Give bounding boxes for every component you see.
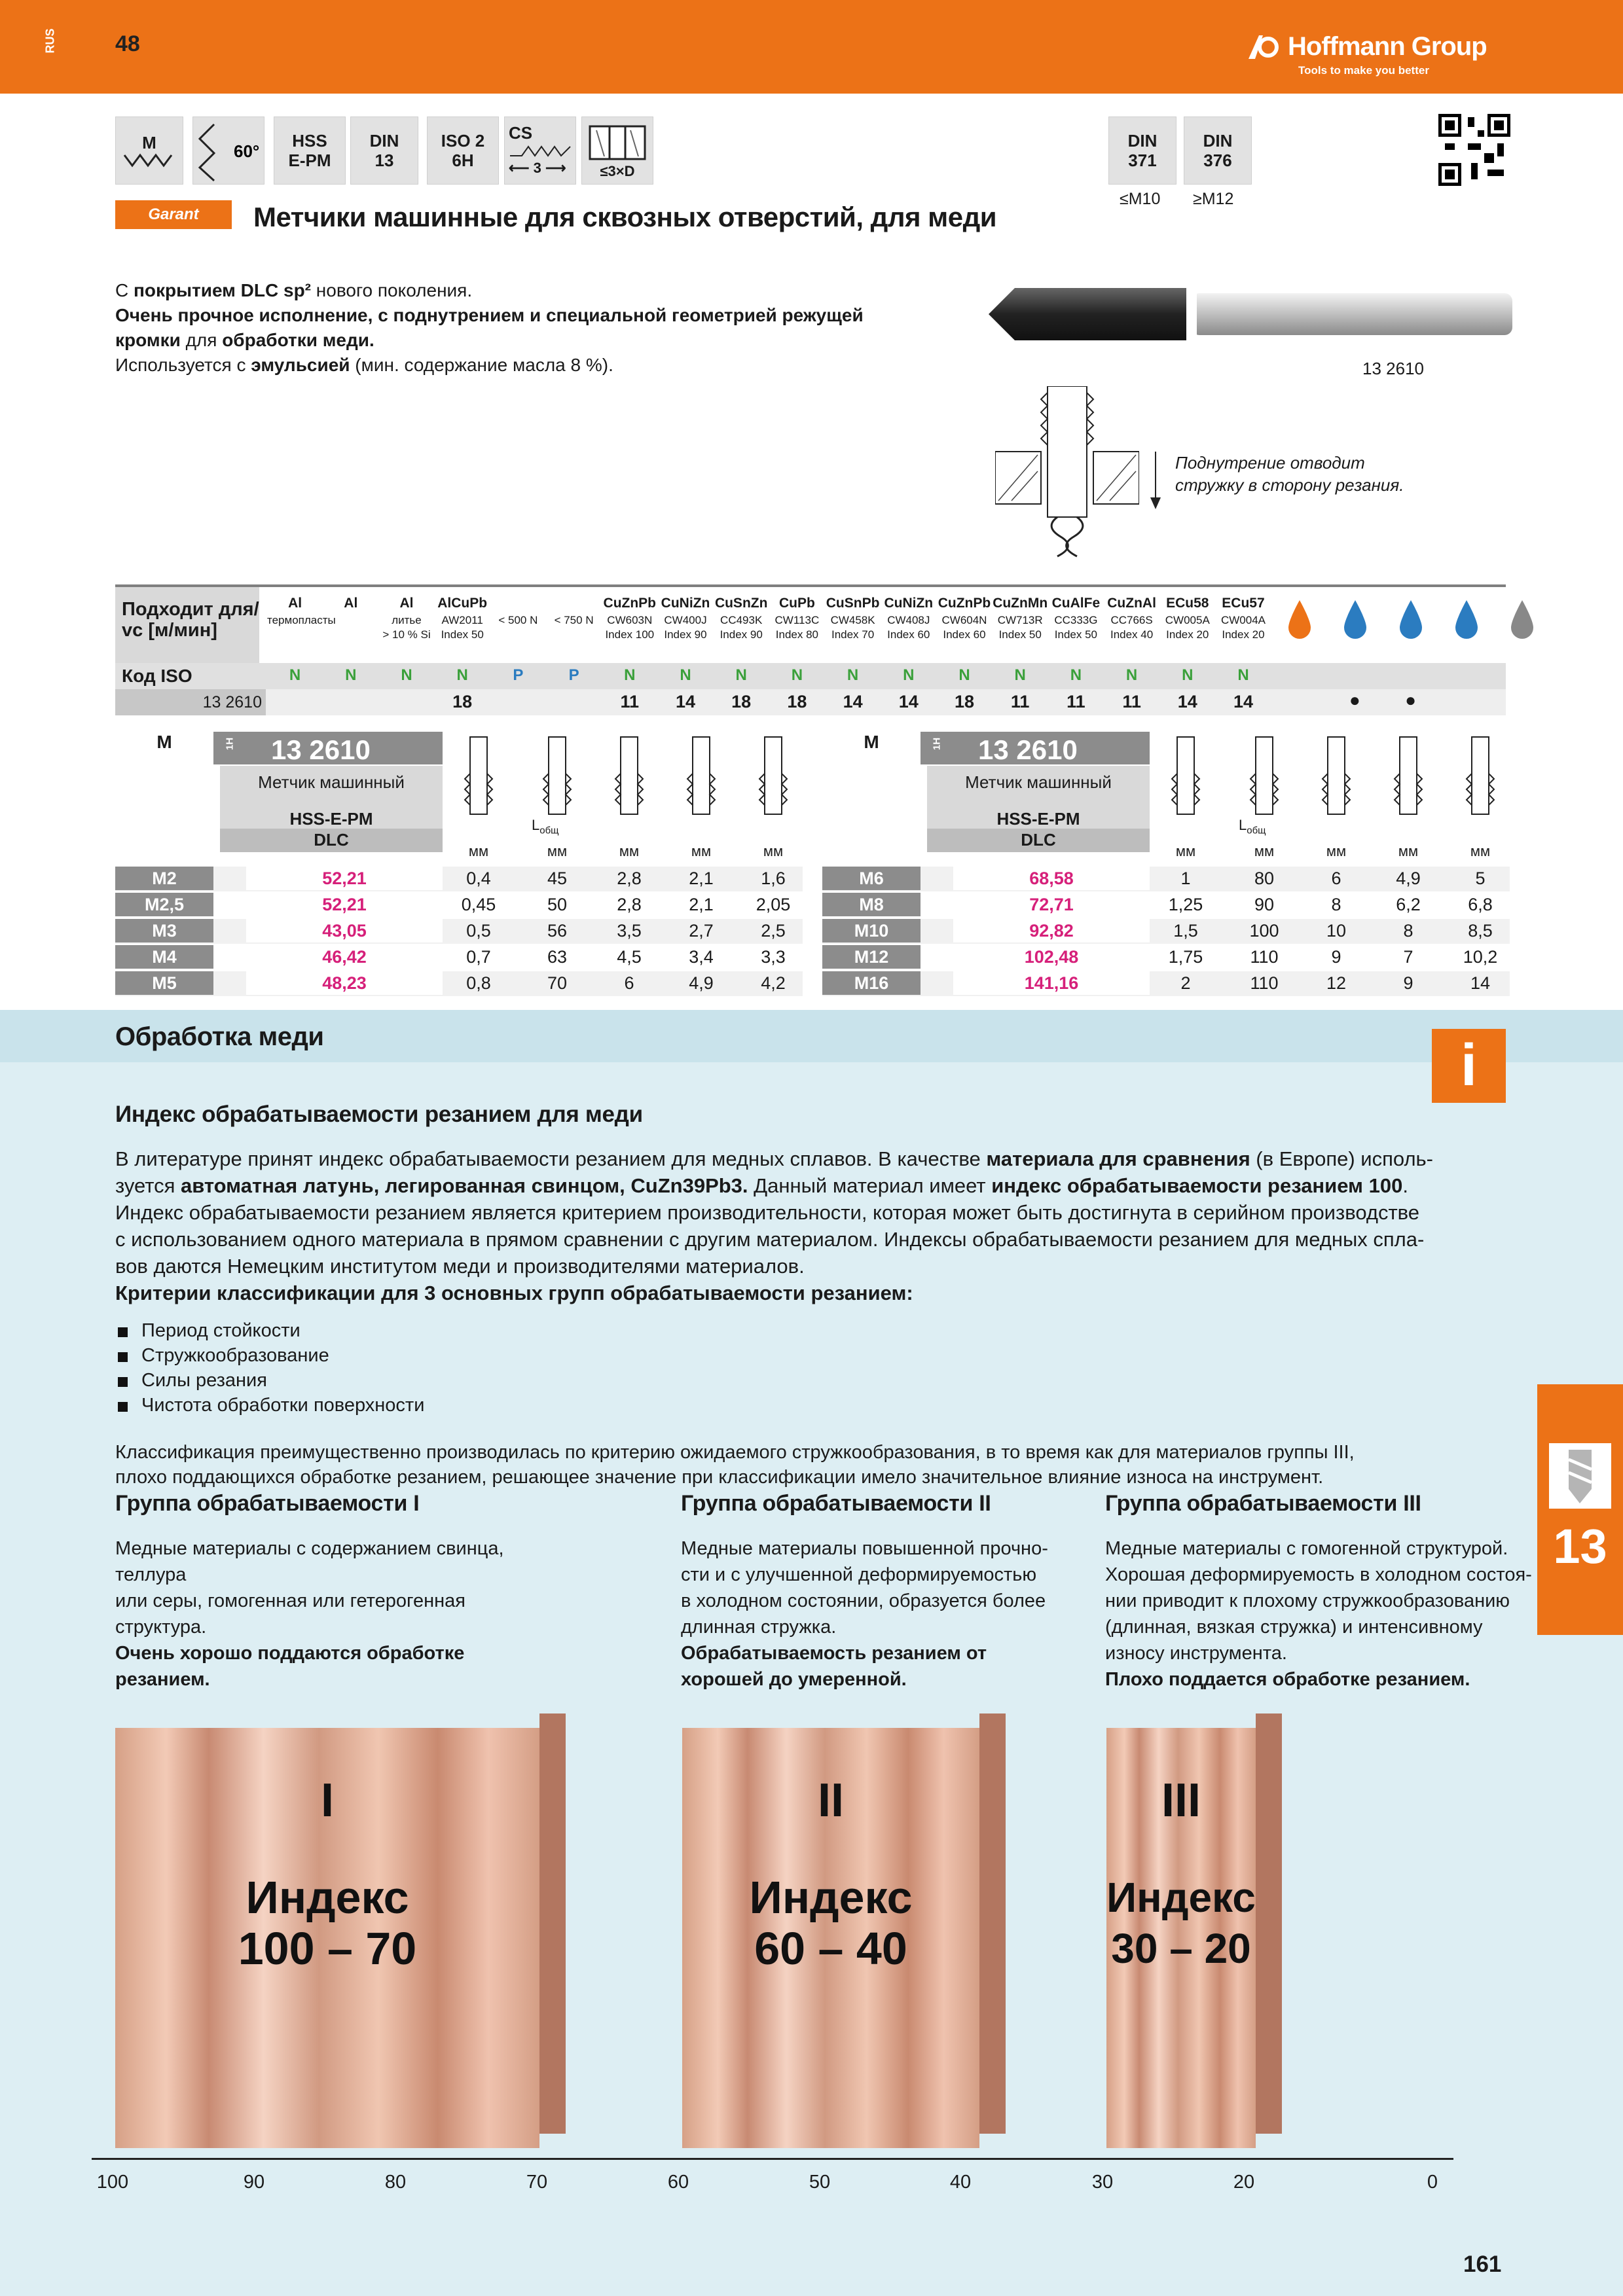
row-value: 2,8 [617, 869, 642, 888]
tolerance-label: 1H [931, 737, 943, 751]
row-value: 4,9 [689, 973, 714, 993]
list-item: Силы резания [115, 1368, 424, 1393]
tool-material: HSS-E-PM [996, 809, 1080, 829]
length-symbol-main: L [1239, 817, 1247, 833]
row-price[interactable]: 52,21 [246, 893, 443, 916]
coating-label: DLC [314, 830, 349, 850]
row-value: 2,1 [689, 869, 714, 888]
axis-tick-label: 70 [526, 2172, 548, 2193]
row-size: M6 [822, 867, 921, 890]
row-value: 1,5 [1173, 921, 1198, 941]
axis-tick-label: 50 [809, 2172, 831, 2193]
thread-profile-icon [123, 152, 175, 168]
row-value: 45 [547, 869, 568, 888]
cutting-speed: 14 [1233, 692, 1253, 711]
length-symbol-main: L [532, 817, 540, 833]
row-value: 3,5 [617, 921, 642, 941]
material-spec: литье > 10 % Si [382, 614, 431, 641]
group-line: износу инструмента. [1105, 1643, 1287, 1664]
chamfer-threads: ⟵ 3 ⟶ [509, 160, 566, 176]
group-line: Хорошая деформируемость в холодном состоя- [1105, 1564, 1532, 1585]
brand-tagline: Tools to make you better [1298, 64, 1429, 77]
page-number-bottom: 161 [1463, 2251, 1502, 2277]
cutting-speed: 14 [843, 692, 863, 711]
list-item: Чистота обработки поверхности [115, 1393, 424, 1418]
row-value: 80 [1254, 869, 1275, 888]
material-name: Al [288, 596, 302, 611]
row-value: 3,4 [689, 947, 714, 967]
axis-tick-label: 100 [96, 2172, 129, 2193]
row-value: 100 [1249, 921, 1279, 941]
row-value: 0,4 [466, 869, 491, 888]
iso-code: N [958, 666, 970, 684]
shank-diameter-icon [1320, 734, 1353, 819]
criteria-list [115, 1318, 424, 1418]
drop-blue-icon [1339, 598, 1372, 643]
row-value: 1,75 [1168, 947, 1203, 967]
page-number-top: 48 [115, 31, 140, 56]
row-value: 9 [1403, 973, 1413, 993]
unit-label: мм [1254, 843, 1275, 859]
cutting-speed: 11 [1067, 692, 1085, 711]
through-hole-icon [587, 124, 647, 162]
row-value: 0,8 [466, 973, 491, 993]
group-block-1: I Индекс 100 – 70 [115, 1728, 539, 2148]
section-tab[interactable] [1537, 1384, 1623, 1635]
info-subtitle: Индекс обрабатываемости резанием для меди [115, 1102, 643, 1127]
material-spec: термопласты [267, 614, 336, 626]
row-value: 70 [547, 973, 568, 993]
garant-logo: Garant [115, 200, 232, 229]
group-line: Медные материалы повышенной прочно- [681, 1538, 1048, 1559]
row-value: 8 [1331, 895, 1341, 914]
drill-size-icon [757, 734, 790, 819]
material-name: Al [344, 596, 358, 611]
material-spec: CW005A Index 20 [1165, 614, 1210, 641]
length-symbol [532, 817, 559, 836]
row-value: 2,1 [689, 895, 714, 914]
group-line: длинная стружка. [681, 1617, 837, 1638]
row-value: 9 [1331, 947, 1341, 967]
iso-code: N [1070, 666, 1082, 684]
cutting-speed: 14 [1177, 692, 1197, 711]
iso-code: P [513, 666, 524, 684]
iso-code: N [680, 666, 691, 684]
row-value: 4,2 [761, 973, 786, 993]
row-size: M12 [822, 945, 921, 969]
group-verdict: хорошей до умеренной. [681, 1669, 907, 1690]
tap-product-code: 13 2610 [1362, 359, 1424, 378]
axis-tick-label: 20 [1233, 2172, 1255, 2193]
row-value: 0,7 [466, 947, 491, 967]
row-price[interactable]: 46,42 [246, 945, 443, 969]
length-symbol [1239, 817, 1266, 836]
length-symbol-sub: общ [539, 825, 559, 836]
axis-tick-label: 40 [949, 2172, 972, 2193]
unit-label: мм [468, 843, 489, 859]
length-symbol-sub: общ [1247, 825, 1266, 836]
page-title: Метчики машинные для сквозных отверстий, для меди [253, 202, 997, 232]
material-name: CuZnMn [993, 596, 1048, 611]
iso-code: N [791, 666, 803, 684]
square-icon [685, 734, 718, 819]
coolant-dot: ● [1405, 690, 1417, 710]
row-value: 8,5 [1468, 921, 1493, 941]
hoffmann-mark-icon [1247, 33, 1281, 60]
square-icon [1392, 734, 1425, 819]
language-code: RUS [43, 28, 57, 54]
iso-code: N [1125, 666, 1138, 684]
row-value: 0,5 [466, 921, 491, 941]
group-heading: Группа обрабатываемости II [681, 1491, 991, 1516]
row-value: 0,45 [461, 895, 496, 914]
material-name: AlCuPb [437, 596, 488, 611]
din13-box: DIN 13 [350, 117, 418, 185]
group-heading: Группа обрабатываемости III [1105, 1491, 1421, 1516]
row-value: 56 [547, 921, 568, 941]
table-m-header: M [156, 732, 172, 752]
row-size: M16 [822, 971, 921, 995]
row-value: 63 [547, 947, 568, 967]
iso-code: N [624, 666, 636, 684]
din376-range: ≥M12 [1193, 190, 1234, 208]
din376-box: DIN 376 [1184, 117, 1252, 185]
material-name: CuZnPb [603, 596, 657, 611]
group-line: Медные материалы с содержанием свинца, теллура [115, 1538, 504, 1585]
thread-type-label: M [142, 133, 156, 152]
brand-name: Hoffmann Group [1288, 31, 1487, 61]
thread-angle-icon [194, 119, 263, 182]
section-number: 13 [1553, 1519, 1607, 1573]
materials-suitable-label: Подходит для/ vc [м/мин] [122, 599, 259, 641]
undercut-note: Поднутрение отводит стружку в сторону резания. [1175, 453, 1404, 495]
unit-label: мм [691, 843, 712, 859]
row-price[interactable]: 48,23 [246, 971, 443, 995]
material-spec: CC333G Index 50 [1054, 614, 1098, 641]
hoffmann-logo [1247, 30, 1487, 63]
material-spec: CC766S Index 40 [1110, 614, 1154, 641]
iso-code: N [456, 666, 468, 684]
iso-code-label: Код ISO [122, 666, 192, 686]
cutting-speed: 11 [1122, 692, 1141, 711]
classification-note: Классификация преимущественно производилась по критерию ожидаемого стружкообразования, в то время как для материалов группы III, плохо поддающихся обработке резанием, решающее значение при классификации имело значительное влияние износа на инструмент. [115, 1442, 1355, 1488]
row-value: 6,2 [1396, 895, 1421, 914]
page-header [0, 0, 1623, 94]
row-price[interactable]: 92,82 [953, 919, 1150, 942]
row-value: 2,5 [761, 921, 786, 941]
tolerance-label: 1H [224, 737, 236, 751]
row-price[interactable]: 52,21 [246, 867, 443, 890]
info-icon: i [1432, 1029, 1506, 1103]
coating-label: DLC [1021, 830, 1056, 850]
row-price[interactable]: 43,05 [246, 919, 443, 942]
material-box: HSS E-PM [274, 117, 346, 185]
cutting-speed: 11 [620, 692, 640, 711]
row-price[interactable]: 102,48 [953, 945, 1150, 969]
thread-type-box [115, 117, 183, 185]
axis-tick-label: 90 [243, 2172, 265, 2193]
unit-label: мм [1175, 843, 1196, 859]
din371-range: ≤M10 [1120, 190, 1161, 208]
chamfer-box [504, 117, 576, 185]
material-spec: CW400J Index 90 [664, 614, 707, 641]
row-value: 6 [1331, 869, 1341, 888]
group-line: или серы, гомогенная или гетерогенная структура. [115, 1590, 465, 1638]
axis-tick-label: 80 [384, 2172, 407, 2193]
row-value: 3,3 [761, 947, 786, 967]
iso-code: N [735, 666, 747, 684]
material-spec: CW004A Index 20 [1220, 614, 1266, 641]
group-line: Медные материалы с гомогенной структурой. [1105, 1538, 1508, 1559]
unit-label: мм [763, 843, 784, 859]
row-value: 1,6 [761, 869, 786, 888]
row-value: 12 [1326, 973, 1347, 993]
row-value: 10 [1326, 921, 1347, 941]
row-value: 1 [1180, 869, 1191, 888]
iso-code: N [1237, 666, 1249, 684]
group-block-3: III Индекс 30 – 20 [1106, 1728, 1256, 2148]
row-value: 6 [624, 973, 634, 993]
row-price[interactable]: 72,71 [953, 893, 1150, 916]
material-spec: < 750 N [554, 614, 594, 626]
spray-icon [1395, 598, 1427, 643]
air-icon [1506, 598, 1539, 643]
iso-code: N [1014, 666, 1026, 684]
materials-row-code: 13 2610 [115, 689, 266, 715]
unit-label: мм [1398, 843, 1419, 859]
cutting-speed: 14 [898, 692, 919, 711]
row-value: 2,8 [617, 895, 642, 914]
material-name: CuSnPb [826, 596, 880, 611]
material-spec: CW408J Index 60 [887, 614, 930, 641]
iso-tolerance-box: ISO 2 6H [427, 117, 499, 185]
group-block-2: II Индекс 60 – 40 [682, 1728, 979, 2148]
product-table-right [822, 732, 1510, 994]
row-value: 10,2 [1463, 947, 1498, 967]
cutting-speed: 18 [954, 692, 974, 711]
material-name: Al [399, 596, 414, 611]
row-value: 2,7 [689, 921, 714, 941]
iso-code: P [568, 666, 579, 684]
iso-code: N [289, 666, 301, 684]
row-size: M2 [115, 867, 213, 890]
unit-label: мм [1470, 843, 1491, 859]
tool-name: Метчик машинный [965, 772, 1112, 792]
row-value: 4,5 [617, 947, 642, 967]
pitch-icon [462, 734, 495, 819]
mql-icon [1450, 598, 1483, 643]
down-arrow-icon [1149, 452, 1162, 511]
material-name: CuSnZn [714, 596, 768, 611]
row-size: M4 [115, 945, 213, 969]
cutting-speed: 14 [675, 692, 695, 711]
row-value: 6,8 [1468, 895, 1493, 914]
material-spec: CW458K Index 70 [830, 614, 875, 641]
din371-box: DIN 371 [1108, 117, 1176, 185]
material-name: CuNiZn [884, 596, 934, 611]
info-paragraph: В литературе принят индекс обрабатываемости резанием для медных сплавов. В качестве материала для сравнения (в Европе) исполь- зуется автоматная латунь, легированная свинцом, CuZn39Pb3. Данный материал имеет индекс обрабатываемости резанием 100. Индекс обрабатываемости резанием является критерием производительности, которая может быть достигнута в серийном производстве с использованием одного материала в прямом сравнении с другим материалом. Индексы обрабатываемости резанием для медных спла- вов даются Немецким институтом меди и производителями материалов. Критерии классификации для 3 основных групп обрабатываемости резанием: [115, 1147, 1434, 1304]
tool-name: Метчик машинный [258, 772, 405, 792]
chamfer-icon [509, 143, 572, 158]
info-title: Обработка меди [115, 1022, 324, 1051]
iso-code: N [1182, 666, 1194, 684]
undercut-diagram [995, 386, 1139, 563]
row-value: 110 [1250, 973, 1279, 993]
material-name: CuPb [778, 596, 815, 611]
row-price[interactable]: 68,58 [953, 867, 1150, 890]
material-spec: CW713R Index 50 [997, 614, 1043, 641]
material-name: CuZnAl [1107, 596, 1156, 611]
chamfer-label: CS [509, 123, 533, 143]
row-size: M8 [822, 893, 921, 916]
row-size: M5 [115, 971, 213, 995]
row-size: M10 [822, 919, 921, 942]
row-size: M2,5 [115, 893, 213, 916]
qr-code-icon[interactable] [1438, 114, 1510, 186]
group-line: нии приводит к плохому стружкообразованию [1105, 1590, 1510, 1611]
unit-label: мм [547, 843, 568, 859]
coolant-dot: ● [1349, 690, 1360, 710]
drill-size-icon [1464, 734, 1497, 819]
material-name: CuZnPb [938, 596, 991, 611]
row-value: 5 [1475, 869, 1486, 888]
length-icon [541, 734, 574, 819]
row-value: 50 [547, 895, 568, 914]
group-description [115, 1535, 560, 1693]
material-name: ECu57 [1222, 596, 1265, 611]
group-heading: Группа обрабатываемости I [115, 1491, 420, 1516]
svg-text:60°: 60° [234, 141, 260, 161]
material-name: CuAlFe [1051, 596, 1101, 611]
material-spec: CW604N Index 60 [941, 614, 987, 641]
pitch-icon [1169, 734, 1202, 819]
table-m-header: M [864, 732, 879, 752]
row-value: 2,05 [756, 895, 791, 914]
row-value: 110 [1250, 947, 1279, 967]
cutting-speed: 18 [731, 692, 752, 711]
product-table-left [115, 732, 803, 994]
group-verdict: Обрабатываемость резанием от [681, 1643, 987, 1664]
article-code: 13 2610 [978, 734, 1078, 765]
material-spec: < 500 N [498, 614, 538, 626]
axis-tick-label: 60 [667, 2172, 689, 2193]
product-description: С покрытием DLC sp² нового поколения. Очень прочное исполнение, с поднутрением и специальной геометрией режущей кромки для обработки меди. Используется с эмульсией (мин. содержание масла 8 %). [115, 280, 864, 375]
list-item: Стружкообразование [115, 1343, 424, 1368]
materials-table [115, 584, 1506, 715]
material-name: CuNiZn [661, 596, 710, 611]
row-size: M3 [115, 919, 213, 942]
list-item: Период стойкости [115, 1318, 424, 1343]
drop-orange-icon [1283, 598, 1316, 643]
unit-label: мм [1326, 843, 1347, 859]
criteria-heading: Критерии классификации для 3 основных групп обрабатываемости резанием: [115, 1282, 913, 1304]
group-verdict: Плохо поддается обработке резанием. [1105, 1669, 1470, 1690]
row-value: 1,25 [1168, 895, 1203, 914]
iso-code: N [345, 666, 357, 684]
row-value: 7 [1403, 947, 1413, 967]
row-value: 4,9 [1396, 869, 1421, 888]
tool-material: HSS-E-PM [289, 809, 373, 829]
article-code: 13 2610 [271, 734, 371, 765]
angle-box [192, 117, 264, 185]
row-value: 90 [1254, 895, 1275, 914]
group-description [681, 1535, 1126, 1693]
depth-label: ≤3×D [600, 163, 635, 179]
group-line: в холодном состоянии, образуется более [681, 1590, 1046, 1611]
row-price[interactable]: 141,16 [953, 971, 1150, 995]
iso-code: N [401, 666, 412, 684]
iso-code: N [903, 666, 915, 684]
shank-diameter-icon [613, 734, 646, 819]
row-value: 8 [1403, 921, 1413, 941]
cutting-speed: 11 [1010, 692, 1030, 711]
row-value: 2 [1180, 973, 1191, 993]
cutting-speed: 18 [452, 692, 473, 711]
length-icon [1248, 734, 1281, 819]
material-spec: AW2011 Index 50 [441, 614, 484, 641]
tap-product-image [976, 275, 1525, 353]
depth-box [581, 117, 653, 185]
row-value: 14 [1470, 973, 1491, 993]
cutting-speed: 18 [787, 692, 807, 711]
material-name: ECu58 [1166, 596, 1209, 611]
group-description [1105, 1535, 1550, 1693]
axis-tick-label: 30 [1091, 2172, 1114, 2193]
group-verdict: резанием. [115, 1669, 210, 1690]
group-verdict: Очень хорошо поддаются обработке [115, 1643, 465, 1664]
group-line: (длинная, вязкая стружка) и интенсивному [1105, 1617, 1483, 1638]
unit-label: мм [619, 843, 640, 859]
drill-icon [1549, 1443, 1611, 1509]
material-spec: CC493K Index 90 [720, 614, 763, 641]
material-spec: CW113C Index 80 [775, 614, 820, 641]
axis-tick-label: 0 [1427, 2172, 1438, 2193]
iso-code: N [847, 666, 859, 684]
index-axis [92, 2158, 1453, 2160]
group-line: сти и с улучшенной деформируемостью [681, 1564, 1037, 1585]
material-spec: CW603N Index 100 [605, 614, 655, 641]
